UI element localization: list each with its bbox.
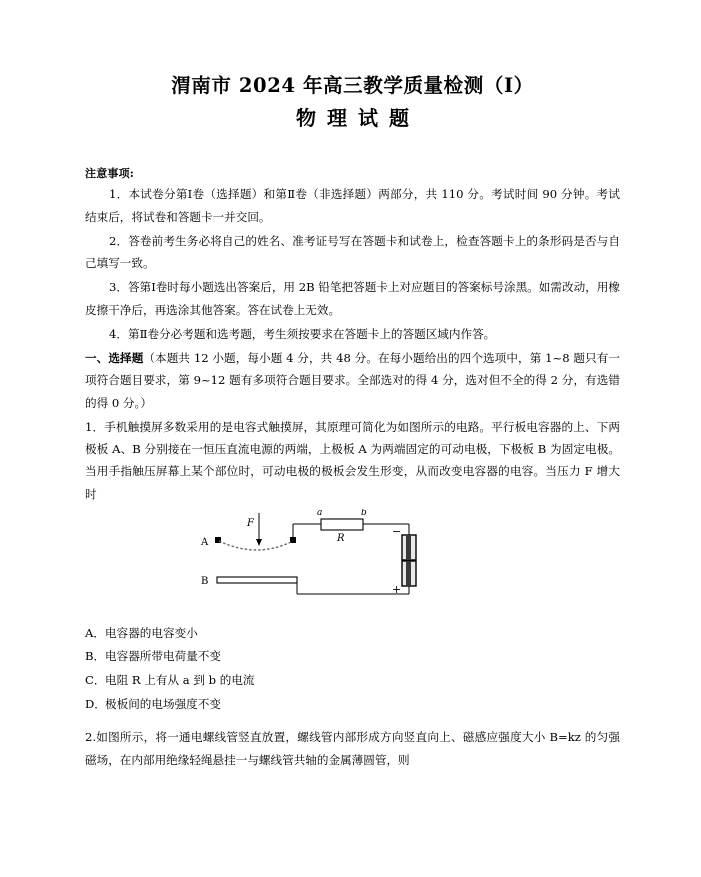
plate-a-deformed-membrane (219, 541, 293, 550)
note-item-1: 1．本试卷分第Ⅰ卷（选择题）和第Ⅱ卷（非选择题）两部分，共 110 分。考试时间 90 分钟。考试结束后，将试卷和答题卡一并交回。 (85, 187, 620, 224)
question-2 (85, 726, 620, 772)
node-a-label: a (317, 508, 323, 518)
question-1-text: 手机触摸屏多数采用的是电容式触摸屏，其原理可简化为如图所示的电路。平行板电容器的上、下两极板 A、B 分别接在一恒压直流电源的两端，上极板 A 为两端固定的可动电极，下极板 B 为固定电极。当用手指触压屏幕上某个部位时，可动电极的极板会发生形变，从而改变电容器的电容。当压力 F 增大时 (85, 419, 620, 501)
question-1-options (85, 622, 620, 716)
option-b[interactable] (85, 645, 620, 669)
plate-b-rect (217, 577, 297, 583)
notes-heading: 注意事项: (85, 167, 135, 181)
page-subtitle: 物理试题 (296, 106, 420, 131)
option-d-label: D． (85, 696, 106, 711)
question-1 (85, 416, 620, 505)
title-block (85, 74, 620, 133)
question-1-number: 1． (85, 419, 105, 434)
page-content (85, 0, 620, 772)
question-2-text: 如图所示，将一通电螺线管竖直放置，螺线管内部形成方向竖直向上、磁感应强度大小 B=kz 的匀强磁场，在内部用绝缘轻绳悬挂一与螺线管共轴的金属薄圆管，则 (85, 730, 620, 768)
option-c[interactable] (85, 669, 620, 693)
plate-a-label: A (201, 536, 209, 548)
battery-cell-lower-core (406, 561, 411, 586)
option-d[interactable] (85, 693, 620, 717)
option-a-text: 电容器的电容变小 (105, 625, 198, 640)
page-title: 渭南市 2024 年高三教学质量检测（Ⅰ） (171, 74, 534, 97)
battery-cell-upper-core (406, 535, 411, 560)
question-1-figure (85, 509, 620, 617)
section-heading-label: 一、选择题 (85, 351, 144, 366)
force-label: F (247, 517, 254, 529)
resistor-label: R (337, 532, 345, 544)
battery-negative-label: − (392, 524, 402, 538)
resistor-body (321, 519, 363, 530)
option-b-text: 电容器所带电荷量不变 (105, 649, 221, 664)
note-item-3: 3．答第Ⅰ卷时每小题选出答案后，用 2B 铅笔把答题卡上对应题目的答案标号涂黑。如需改动，用橡皮擦干净后，再选涂其他答案。答在试卷上无效。 (85, 280, 620, 317)
plate-b-label: B (201, 575, 209, 587)
option-a[interactable] (85, 622, 620, 646)
note-item-4: 4．第Ⅱ卷分必考题和选考题，考生须按要求在答题卡上的答题区域内作答。 (109, 326, 496, 341)
option-b-label: B． (85, 649, 106, 664)
battery-positive-label: + (392, 582, 402, 596)
note-item-2: 2．答卷前考生务必将自己的姓名、准考证号写在答题卡和试卷上，检查答题卡上的条形码是否与自己填写一致。 (85, 233, 620, 271)
section-heading-instructions: （本题共 12 小题，每小题 4 分，共 48 分。在每小题给出的四个选项中，第 1~8 题只有一项符合题目要求，第 9~12 题有多项符合题目要求。全部选对的得 4 分，选对但不全的得 2 分，有选错的得 0 分。） (85, 351, 620, 410)
option-c-label: C． (85, 673, 106, 688)
option-c-text: 电阻 R 上有从 a 到 b 的电流 (105, 673, 255, 688)
capacitive-touchscreen-circuit-svg (193, 509, 443, 609)
question-2-number: 2. (85, 730, 97, 745)
option-a-label: A． (85, 625, 105, 640)
section-heading (85, 347, 620, 414)
node-b-label: b (361, 508, 367, 518)
option-d-text: 极板间的电场强度不变 (105, 696, 221, 711)
force-arrow-head (256, 539, 262, 546)
